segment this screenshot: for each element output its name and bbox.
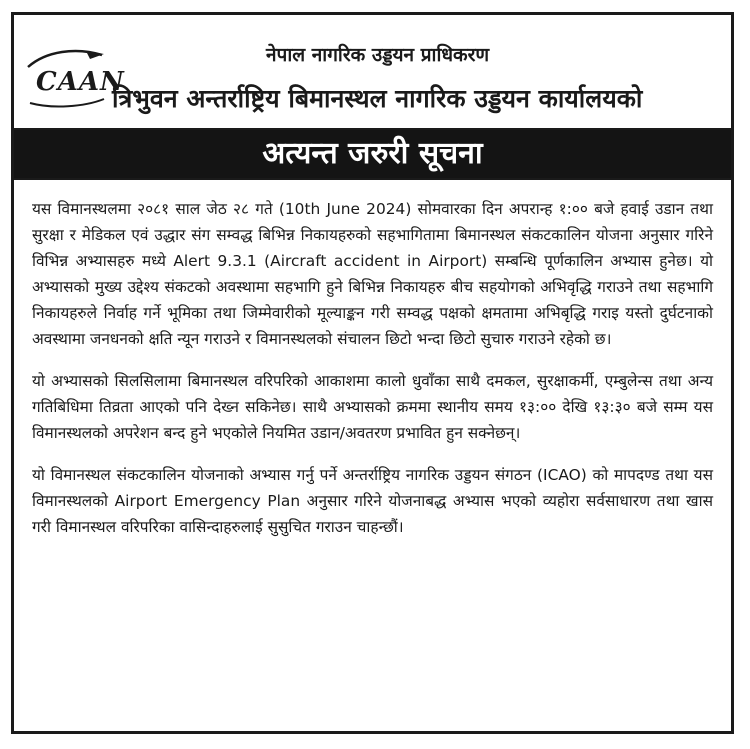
caan-logo — [24, 45, 125, 111]
paragraph-3: यो विमानस्थल संकटकालिन योजनाको अभ्यास गर्नु पर्ने अन्तर्राष्ट्रिय नागरिक उड्डयन संगठन (ICAO) को मापदण्ड तथा यस विमानस्थलको Airport Emergency Plan अनुसार गरिने योजनाबद्ध अभ्यास भएको व्यहोरा सर्वसाधारण तथा खास गरी विमानस्थल वरिपरिका वासिन्दाहरुलाई सुसुचित गराउन चाहन्छौं। — [32, 466, 713, 536]
notice-header — [14, 15, 731, 130]
notice-title-bar — [14, 130, 731, 180]
notice-title: अत्यन्त जरुरी सूचना — [262, 136, 483, 171]
office-name: त्रिभुवन अन्तर्राष्ट्रिय बिमानस्थल नागरिक उड्डयन कार्यालयको — [112, 84, 643, 113]
organization-name: नेपाल नागरिक उड्डयन प्राधिकरण — [266, 44, 490, 66]
logo-wordmark: CAAN — [36, 67, 125, 97]
notice-frame — [11, 12, 734, 734]
paragraph-1: यस विमानस्थलमा २०८१ साल जेठ २८ गते (10th June 2024) सोमवारका दिन अपरान्ह १:०० बजे हवाई उडान तथा सुरक्षा र मेडिकल एवं उद्धार संग सम्वद्ध बिभिन्न निकायहरुको सहभागितामा बिमानस्थल संकटकालिन योजना अनुसार गरिने विभिन्न अभ्यासहरु मध्ये Alert 9.3.1 (Aircraft accident in Airport) सम्बन्धि पूर्णकालिन अभ्यास हुनेछ। यो अभ्यासको मुख्य उद्देश्य संकटको अवस्थामा सहभागि हुने बिभिन्न निकायहरु बीच सहयोगको अभिवृद्धि गराउने तथा सहभागि निकायहरुले निर्वाह गर्ने भूमिका तथा जिम्मेवारीको मूल्याङ्कन गरी सम्वद्ध पक्षको क्षमतामा अभिबृद्धि गराइ यस्तो दुर्घटनाको अवस्थामा जनधनको क्षति न्यून गराउने र विमानस्थलको संचालन छिटो भन्दा छिटो सुचारु गराउने रहेको छ। — [32, 200, 713, 348]
paragraph-2: यो अभ्यासको सिलसिलामा बिमानस्थल वरिपरिको आकाशमा कालो धुवाँका साथै दमकल, सुरक्षाकर्मी, एम्बुलेन्स तथा अन्य गतिबिधिमा तिव्रता आएको पनि देख्न सकिनेछ। साथै अभ्यासको क्रममा स्थानीय समय १३:०० देखि १३:३० बजे सम्म यस विमानस्थलको अपरेशन बन्द हुने भएकोले नियमित उडान/अवतरण प्रभावित हुन सक्नेछन्। — [32, 372, 713, 442]
notice-body — [14, 180, 731, 540]
